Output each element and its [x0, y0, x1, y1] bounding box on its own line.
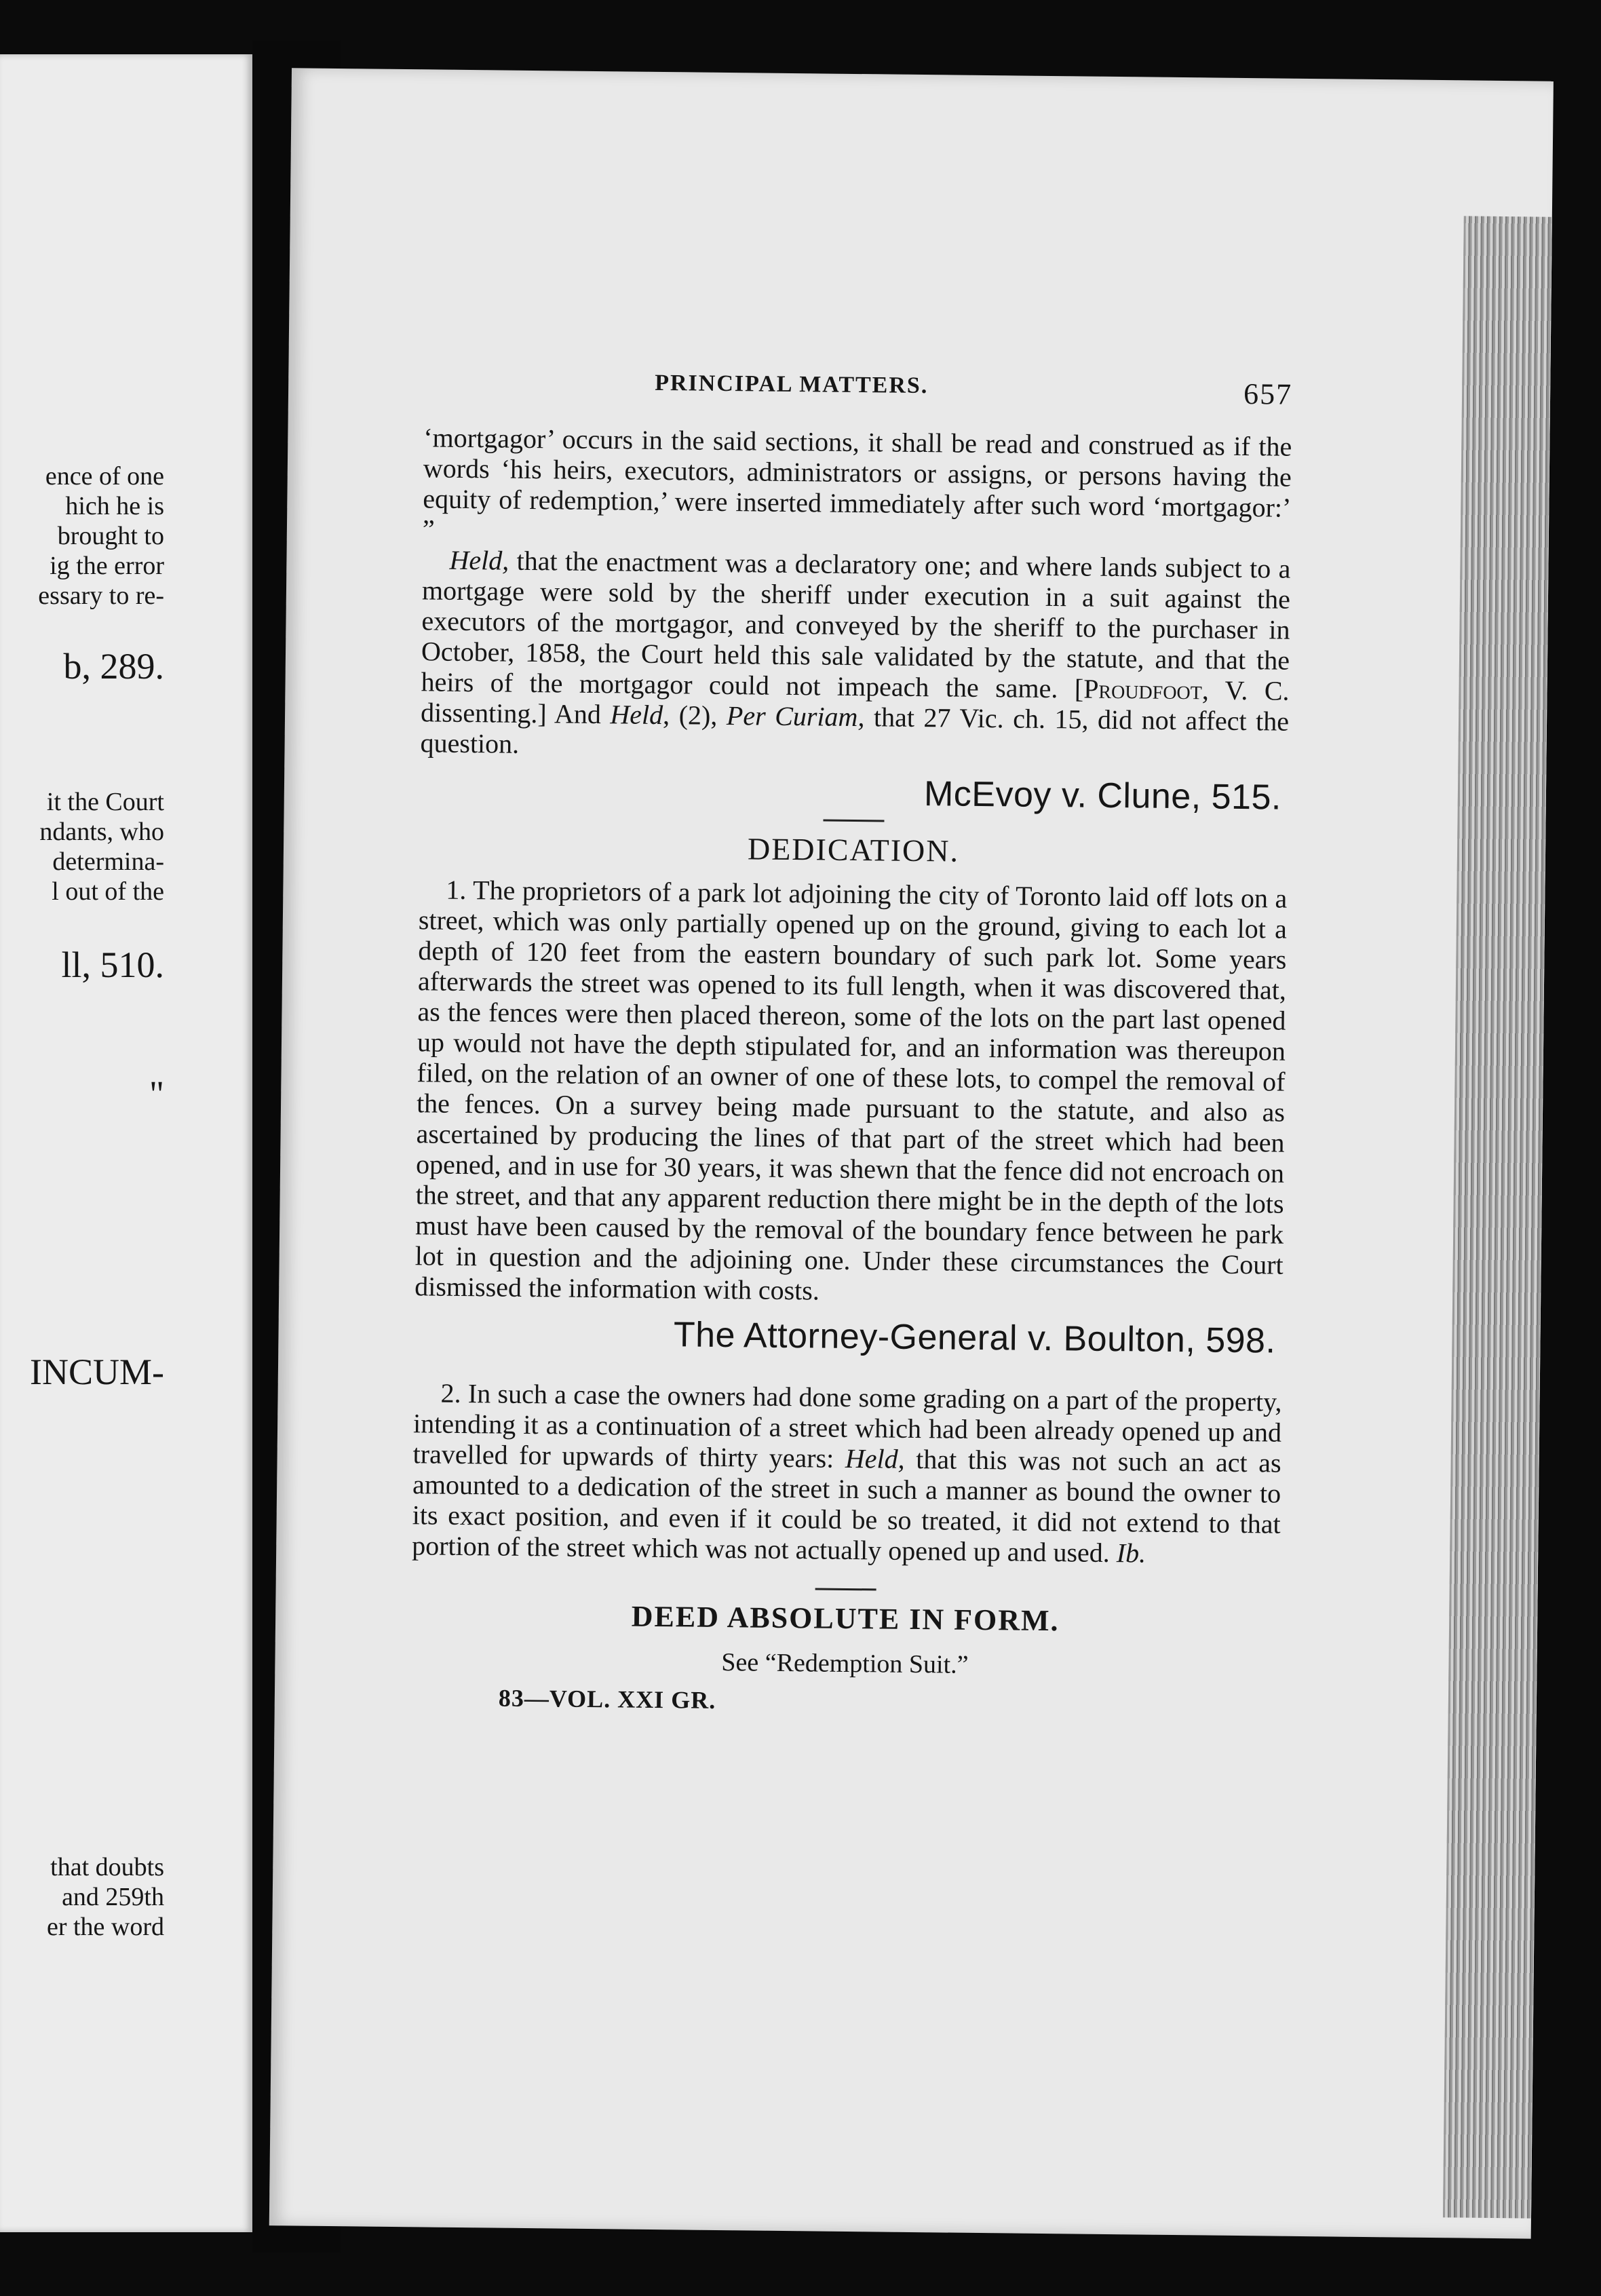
- dedication-paragraph-2: [412, 1377, 1282, 1569]
- left-page-line: ndants, who: [39, 818, 164, 846]
- left-page-line: essary to re-: [38, 581, 164, 610]
- left-page-line: ll, 510.: [61, 944, 164, 985]
- case-citation: The Attorney-General v. Boulton, 598.: [673, 1315, 1276, 1361]
- held-label: Held: [610, 699, 663, 731]
- section-rule: [815, 1588, 876, 1590]
- held-paragraph: [420, 544, 1290, 767]
- paragraph-text-part: 2. In such a case the owners had done some grading on a part of the property, intending it as a continuation of a street which had been already opened up and travelled for upwards of thirty years:: [412, 1377, 1282, 1474]
- printer-signature-mark: 83—VOL. XXI GR.: [498, 1684, 716, 1714]
- left-page-line: ence of one: [45, 462, 164, 491]
- cross-reference: See “Redemption Suit.”: [721, 1648, 969, 1679]
- paragraph-text-part: that this was not such an act as amounted to a dedication of the street in such a manner as bound the owner to its exact position, and even if it could be so treated, it did not extend to that portion of the street which was not actually opened up and used.: [412, 1443, 1281, 1569]
- held-text-part: , V. C. dissenting.] And: [420, 674, 1290, 730]
- right-page: [269, 68, 1554, 2238]
- judge-name: Proudfoot: [1083, 673, 1203, 706]
- left-page-line: it the Court: [46, 788, 164, 816]
- left-page-line: b, 289.: [63, 646, 164, 687]
- left-page-line: er the word: [46, 1913, 164, 1941]
- section-heading: DEDICATION.: [747, 831, 960, 868]
- left-page-line: INCUM-: [30, 1352, 164, 1392]
- left-page-line: determina-: [52, 847, 164, 876]
- section-rule: [823, 820, 884, 822]
- left-page-line: ig the error: [50, 552, 164, 580]
- left-page-line: and 259th: [62, 1883, 164, 1911]
- left-facing-page: [0, 54, 252, 2232]
- page-number: 657: [1243, 377, 1293, 411]
- case-citation: McEvoy v. Clune, 515.: [923, 774, 1282, 818]
- left-page-line: ": [149, 1073, 164, 1114]
- quoted-statute-paragraph: ‘mortgagor’ occurs in the said sections, it shall be read and construed as if the words ‘his heirs, executors, administrators or assigns, or persons having the equity of redemption,’ were inserted immediately after such word ‘mortgagor:’ ”: [422, 422, 1292, 545]
- held-label: Held,: [845, 1442, 905, 1474]
- held-label: Held,: [449, 544, 509, 576]
- running-title: PRINCIPAL MATTERS.: [655, 370, 929, 399]
- page-body: [410, 422, 1292, 1721]
- dedication-paragraph-1: 1. The proprietors of a park lot adjoining the city of Toronto laid off lots on a street, which was only partially opened up on the ground, giving to each lot a depth of 120 feet from the eastern boundary of such park lot. Some years afterwards the street was opened to its full length, when it was discovered that, as the fences were then placed thereon, some of the lots on the part last opened up would not have the depth stipulated for, and an information was thereupon filed, on the relation of an owner of one of these lots, to compel the removal of the fences. On a survey being made pursuant to the statute, and also as ascertained by producing the lines of that part of the street which had been opened, and in use for 30 years, it was shewn that the fence did not encroach on the street, and that any apparent reduction there might be in the depth of the lots must have been caused by the removal of the boundary fence between he park lot in question and the adjoining one. Under these circumstances the Court dismissed the information with costs.: [414, 874, 1288, 1306]
- section-heading: DEED ABSOLUTE IN FORM.: [631, 1599, 1060, 1638]
- ibid-reference: Ib.: [1116, 1537, 1146, 1569]
- running-head: [424, 368, 1293, 411]
- left-page-line: brought to: [57, 522, 164, 550]
- held-text-part: , (2),: [662, 700, 727, 731]
- held-text-part: that 27 Vic. ch. 15, did not affect the question.: [420, 702, 1290, 759]
- held-text-part: that the enactment was a declaratory one; and where lands subject to a mortgage were sold by the sheriff under execution in a suit against the executors of the mortgagor, and conveyed by the sheriff to the purchaser in October, 1858, the Court held this sale validated by the statute, and that the heirs of the mortgagor could not impeach the same. [: [421, 545, 1291, 704]
- page-edges: [1443, 216, 1552, 2218]
- left-page-line: l out of the: [52, 877, 164, 906]
- left-page-line: hich he is: [65, 492, 164, 520]
- per-curiam-label: Per Curiam,: [726, 700, 865, 733]
- left-page-line: that doubts: [50, 1853, 164, 1881]
